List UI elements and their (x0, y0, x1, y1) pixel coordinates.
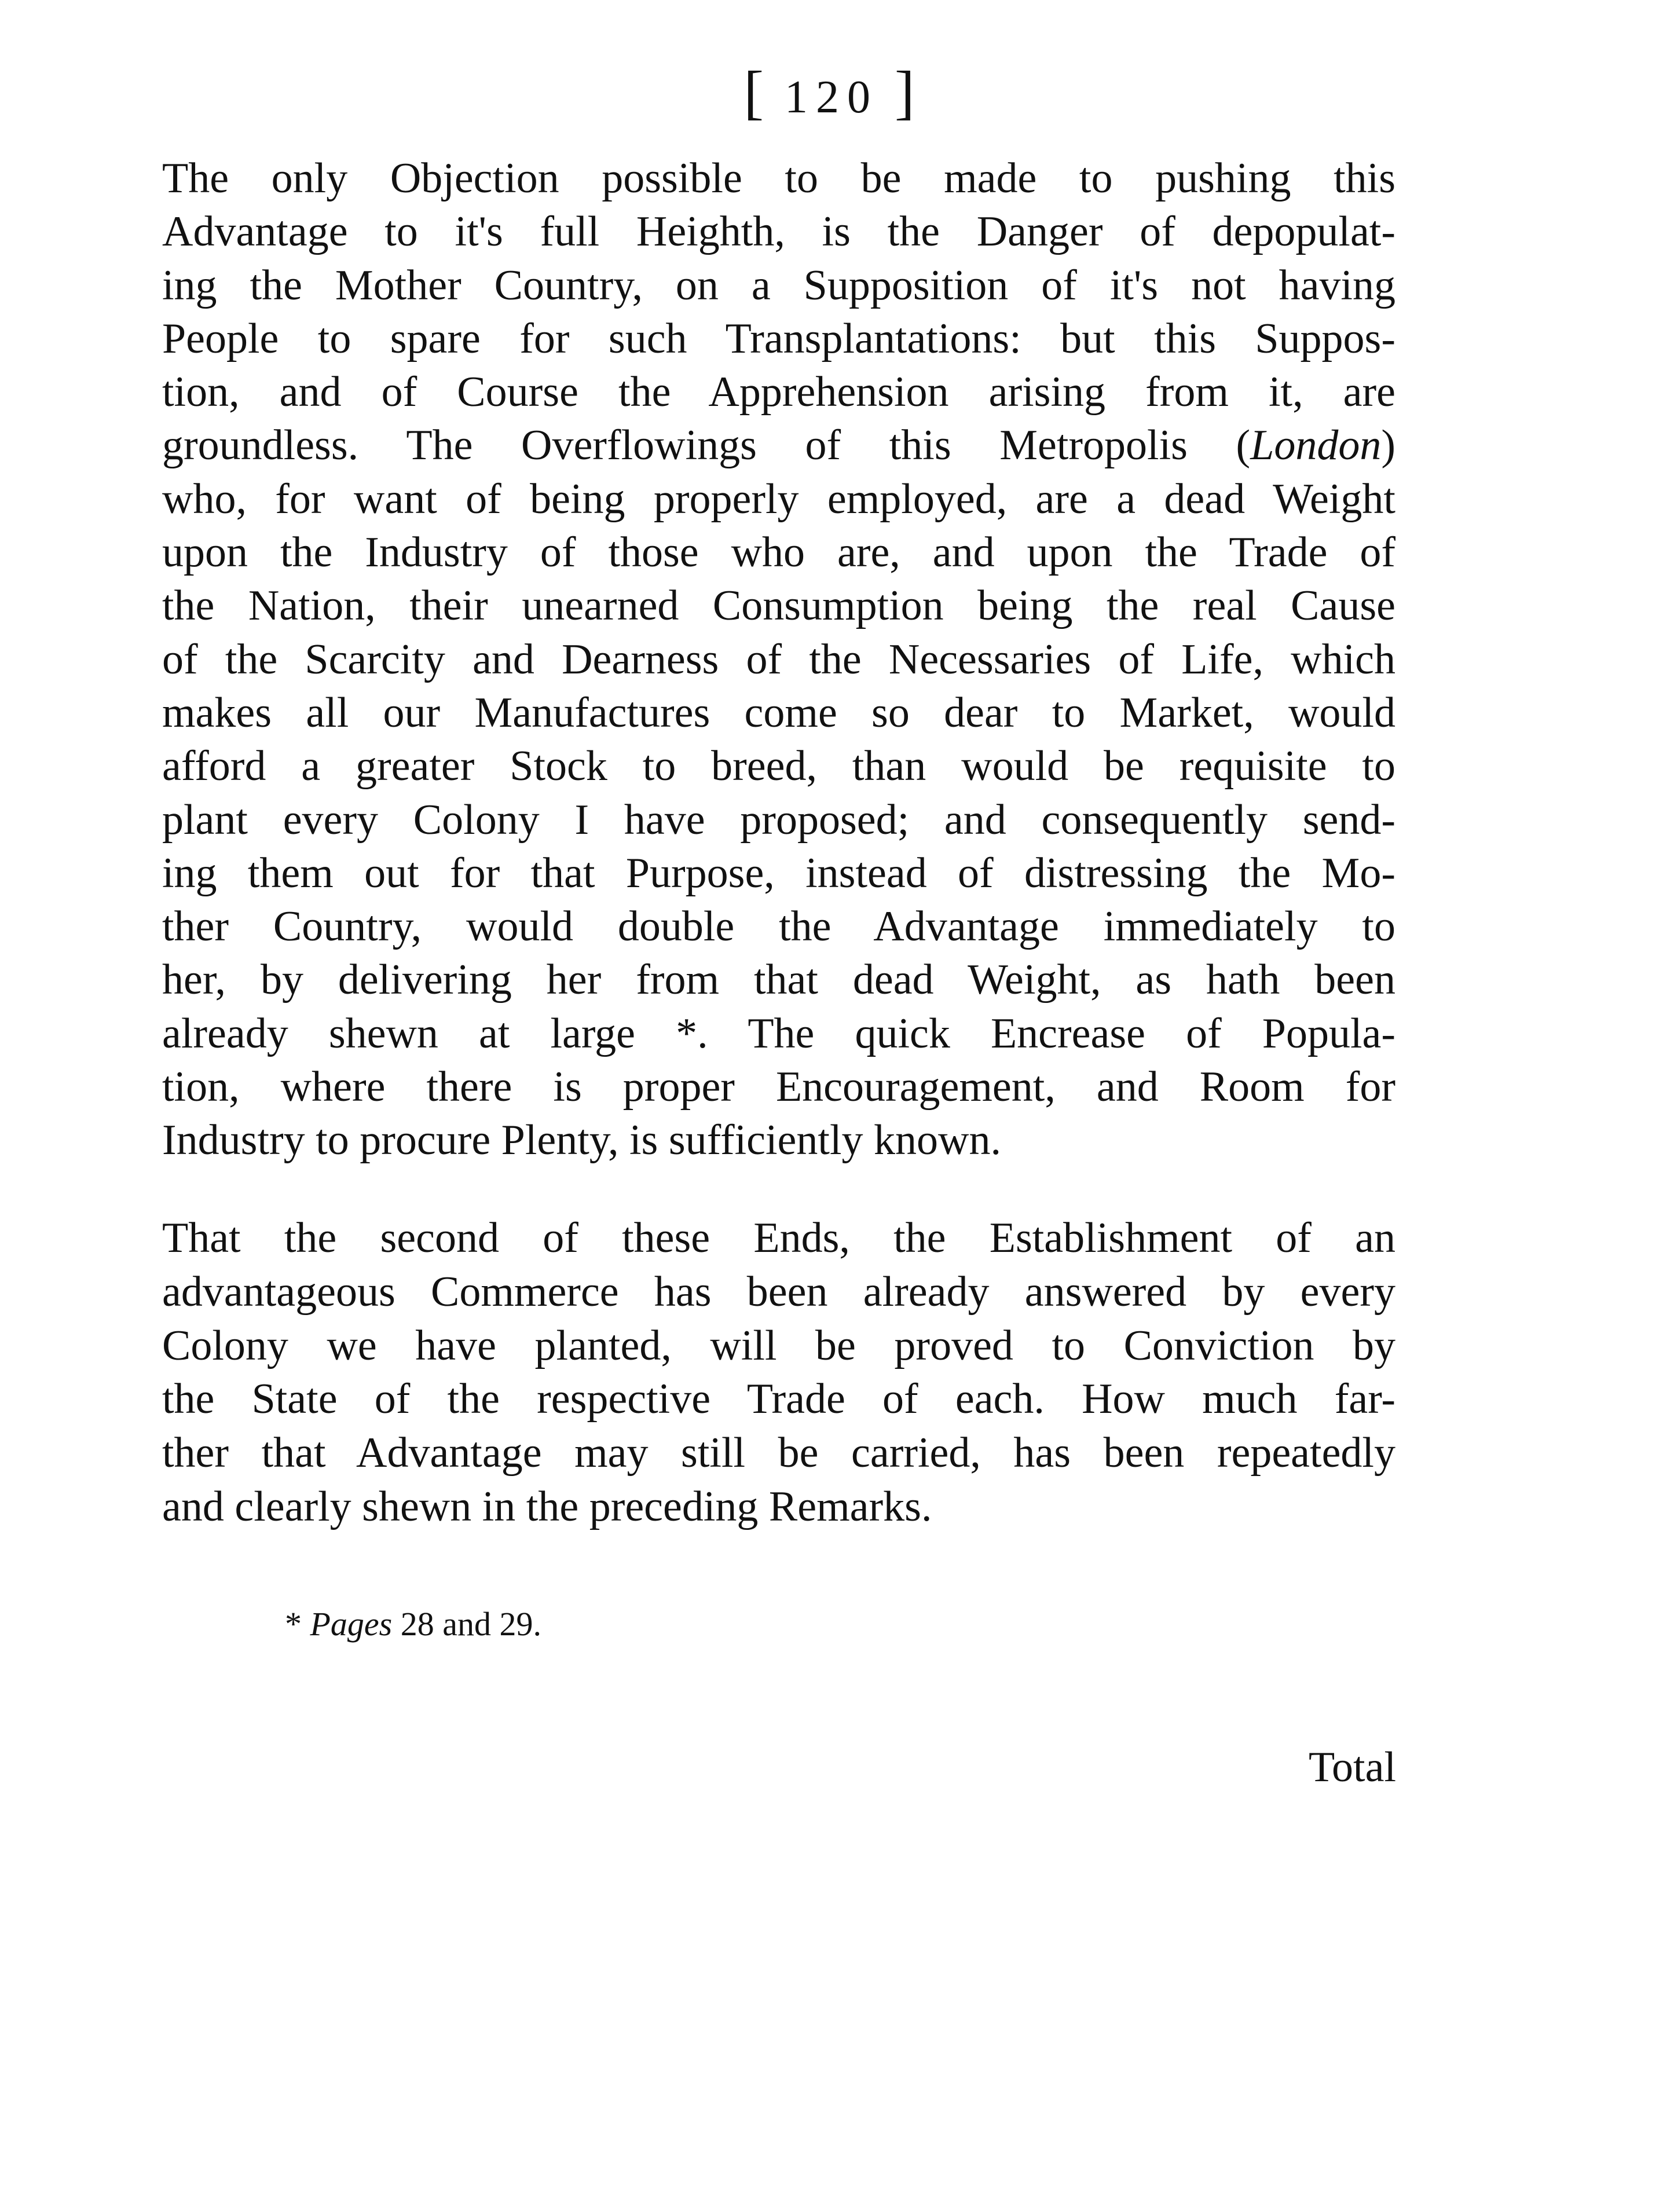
body-paragraph-1 (162, 152, 1395, 1167)
paragraph-line: advantageous Commerce has been already answered by every (162, 1268, 1395, 1316)
footnote-marker: * (285, 1605, 302, 1643)
paragraph-line: Colony we have planted, will be proved to Conviction by (162, 1321, 1395, 1369)
paragraph-line: Industry to procure Plenty, is sufficiently known. (162, 1116, 1001, 1164)
page-header (0, 58, 1663, 132)
footnote-text: 28 and 29. (400, 1605, 541, 1643)
footnote (285, 1598, 541, 1650)
footnote-label: Pages (310, 1605, 393, 1643)
page-number: 120 (785, 72, 878, 123)
paragraph-line: the State of the respective Trade of each. How much far- (162, 1375, 1395, 1423)
paragraph-line: That the second of these Ends, the Establishment of an (162, 1214, 1395, 1262)
paragraph-line: groundless. The Overflowings of this Metropolis (London) (162, 422, 1395, 470)
body-paragraph-2 (162, 1211, 1395, 1534)
paragraph-line: People to spare for such Transplantations: but this Suppos- (162, 314, 1395, 362)
paragraph-line: plant every Colony I have proposed; and consequently send- (162, 796, 1395, 844)
paragraph-line: The only Objection possible to be made to pushing this (162, 155, 1395, 202)
paragraph-line: ing them out for that Purpose, instead of distressing the Mo- (162, 849, 1395, 897)
paragraph-line: Advantage to it's full Heighth, is the Danger of depopulat- (162, 208, 1395, 256)
paragraph-line: her, by delivering her from that dead Weight, as hath been (162, 956, 1395, 1004)
paragraph-line: makes all our Manufactures come so dear to Market, would (162, 688, 1395, 737)
paragraph-line: ther Country, would double the Advantage immediately to (162, 903, 1395, 951)
paragraph-line: already shewn at large *. The quick Encrease of Popula- (162, 1009, 1395, 1057)
header-bracket-close: ] (895, 59, 920, 126)
paragraph-line: tion, and of Course the Apprehension arising from it, are (162, 368, 1395, 416)
paragraph-line: ing the Mother Country, on a Supposition of it's not having (162, 261, 1395, 309)
paragraph-line: of the Scarcity and Dearness of the Necessaries of Life, which (162, 635, 1395, 683)
paragraph-line: the Nation, their unearned Consumption being the real Cause (162, 582, 1395, 630)
paragraph-line: tion, where there is proper Encouragement, and Room for (162, 1063, 1395, 1111)
header-bracket-open: [ (743, 59, 768, 126)
paragraph-line: upon the Industry of those who are, and upon the Trade of (162, 529, 1395, 577)
paragraph-line: and clearly shewn in the preceding Remarks. (162, 1482, 932, 1530)
catchword: Total (1309, 1744, 1396, 1791)
paragraph-line: ther that Advantage may still be carried, has been repeatedly (162, 1429, 1395, 1477)
paragraph-line: afford a greater Stock to breed, than would be requisite to (162, 742, 1395, 790)
italic-place-name: London (1250, 422, 1382, 470)
paragraph-line: who, for want of being properly employed, are a dead Weight (162, 475, 1395, 523)
